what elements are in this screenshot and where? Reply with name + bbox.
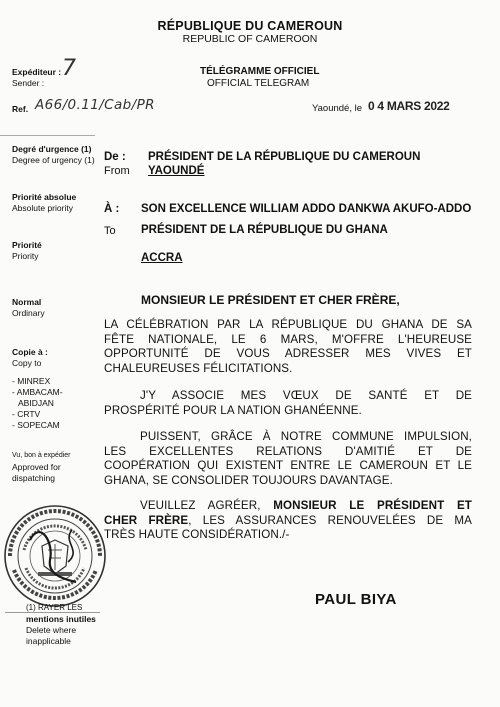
telegram-title-fr: TÉLÉGRAMME OFFICIEL [200,66,320,77]
absolute-priority-label-en: Absolute priority [12,203,73,213]
telegram-title-en: OFFICIAL TELEGRAM [207,78,310,89]
to-label-en: To [104,225,116,237]
copy-item: ABIDJAN [18,398,54,408]
paragraph-line: LA CÉLÉBRATION PAR LA RÉPUBLIQUE DU GHANA DE SA [104,318,472,331]
paragraph-3 [104,430,472,488]
absolute-priority-label: Priorité absolue [12,192,77,202]
approved-label: Vu, bon à expédier [12,452,71,459]
urgency-label-en: Degree of urgency (1) [12,155,95,165]
paragraph-line: COOPÉRATION QUI EXISTENT ENTRE LE CAMEROUN ET LE [104,459,472,472]
seal-divider [5,612,100,613]
paragraph-line [104,514,472,529]
paragraph-line: FÊTE NATIONALE, LE 6 MARS, M'OFFRE L'HEUREUSE [104,332,472,346]
to-line1: SON EXCELLENCE WILLIAM ADDO DANKWA AKUFO-ADDO [141,203,472,215]
copy-item: - AMBACAM- [12,387,63,397]
sidebar-divider [0,135,95,136]
strike-note-4: inapplicable [26,636,71,646]
paragraph-line: CHALEUREUSES FÉLICITATIONS. [104,361,293,375]
paragraph-2 [104,389,472,418]
paragraph-line: PROSPÉRITÉ POUR LA NATION GHANÉENNE. [104,403,362,417]
presidential-seal [2,500,106,612]
paragraph-line: OPPORTUNITÉ DE VOUS ADRESSER MES VIVES ET [104,347,472,360]
sender-label: Expéditeur : [12,67,62,77]
paragraph-line: J'Y ASSOCIE MES VŒUX DE SANTÉ ET DE [140,389,472,402]
header-republic-en: REPUBLIC OF CAMEROON [182,33,318,45]
closing-text: VEUILLEZ AGRÉER, [140,499,274,512]
approved-label-en1: Approved for [12,462,61,472]
closing-bold: CHER FRÈRE [104,513,189,527]
date-place: Yaoundé, le [312,103,363,114]
signature-name: PAUL BIYA [315,591,397,608]
from-label-en: From [104,165,130,177]
priority-label-en: Priority [12,251,39,261]
paragraph-line: LES EXCELLENTES RELATIONS D'AMITIÉ ET DE [104,444,472,458]
sender-handwritten: 7 [62,56,76,81]
sender-label-en: Sender : [12,78,45,88]
normal-label-en: Ordinary [12,308,45,318]
strike-note-1: (1) RAYER LES [26,603,83,612]
copy-list [12,376,63,431]
copy-item: - CRTV [12,409,41,419]
closing-text: , LES ASSURANCES RENOUVELÉES DE MA [188,513,472,527]
urgency-label: Degré d'urgence (1) [12,144,92,154]
copy-label: Copie à : [12,347,48,357]
approved-label-en2: dispatching [12,473,56,483]
ref-handwritten: A66/0.11/Cab/PR [35,97,155,113]
paragraph-4 [104,499,472,543]
copy-label-en: Copy to [12,358,42,368]
copy-item: - MINREX [12,376,51,386]
paragraph-line [104,499,472,514]
strike-note-3: Delete where [26,625,77,635]
copy-item: - SOPECAM [12,420,60,430]
to-line3: ACCRA [141,252,183,264]
to-label: À : [104,203,120,215]
from-line1: PRÉSIDENT DE LA RÉPUBLIQUE DU CAMEROUN [148,151,421,163]
from-line2: YAOUNDÉ [148,165,205,177]
paragraph-line: PUISSENT, GRÂCE À NOTRE COMMUNE IMPULSION, [140,430,472,443]
header-republic-fr: RÉPUBLIQUE DU CAMEROUN [157,19,343,33]
closing-bold: MONSIEUR LE PRÉSIDENT ET [273,499,472,512]
from-label: De : [104,151,126,163]
paragraph-1 [104,318,472,376]
strike-note-2: mentions inutiles [26,614,96,624]
date-stamp: 0 4 MARS 2022 [368,99,450,113]
priority-label: Priorité [12,240,42,250]
to-line2: PRÉSIDENT DE LA RÉPUBLIQUE DU GHANA [141,224,388,236]
normal-label: Normal [12,297,42,307]
ref-label: Ref. [12,104,29,114]
paragraph-line: GHANA, SE CONSOLIDER TOUJOURS DAVANTAGE. [104,473,393,487]
paragraph-line: TRÈS HAUTE CONSIDÉRATION./- [104,528,290,541]
salutation: MONSIEUR LE PRÉSIDENT ET CHER FRÈRE, [141,293,400,307]
